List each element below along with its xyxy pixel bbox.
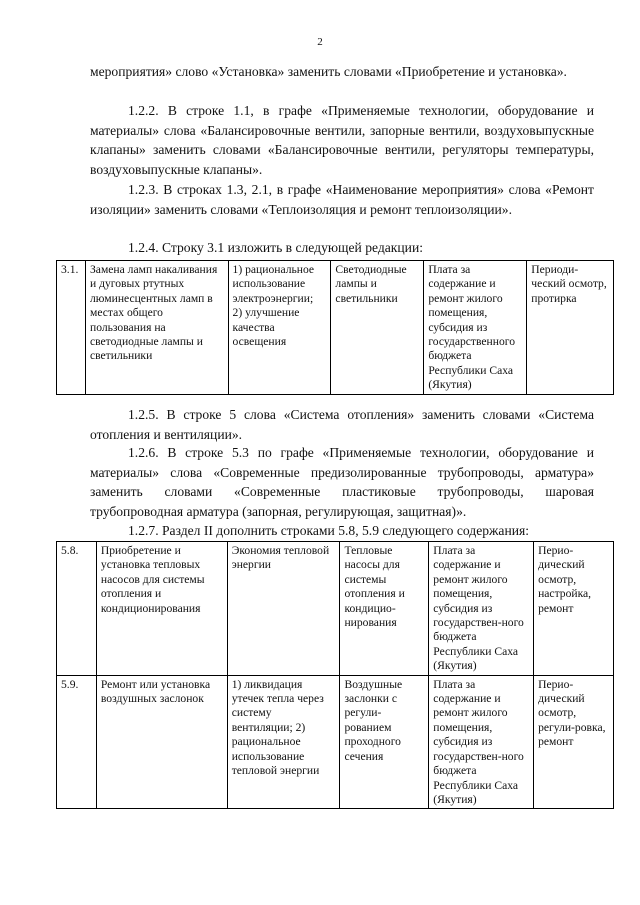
cell-service: Периоди-ческий осмотр, протирка: [527, 261, 614, 395]
cell-measure-name: Приобретение и установка тепловых насосов для системы отопления и кондиционирования: [96, 542, 227, 676]
paragraph-continuation: мероприятия» слово «Установка» заменить словами «Приобретение и установка».: [90, 64, 567, 79]
cell-measure-name: Замена ламп накаливания и дуговых ртутных люминесцентных ламп в местах общего пользования на светодиодные лампы и светильники: [85, 261, 228, 395]
cell-funding-source: Плата за содержание и ремонт жилого помещения, субсидия из государствен-ного бюджета Республики Саха (Якутия): [429, 542, 534, 676]
table-rows-5-8-5-9: [56, 541, 614, 809]
paragraph-1-2-2: 1.2.2. В строке 1.1, в графе «Применяемые технологии, оборудование и материалы» слова «Балансировочные вентили, запорные вентили, воздуховыпускные клапаны» заменить словами «Балансировочные вентили, регуляторы температуры, воздуховыпускные клапаны».: [90, 103, 594, 177]
table-row: [57, 261, 614, 395]
paragraph-1-2-4: 1.2.4. Строку 3.1 изложить в следующей редакции:: [128, 240, 423, 255]
cell-service: Перио-дический осмотр, настройка, ремонт: [534, 542, 614, 676]
paragraph-1-2-6: 1.2.6. В строке 5.3 по графе «Применяемые технологии, оборудование и материалы» слова «Современные предизолированные трубопроводы, арматура» заменить словами «Современные пластиковые трубопроводы, шаровая трубопроводная арматура (запорная, регулирующая, защитная)».: [90, 445, 594, 519]
cell-technology: Воздушные заслонки с регули-рованием проходного сечения: [340, 675, 429, 809]
cell-effect: Экономия тепловой энергии: [227, 542, 340, 676]
cell-technology: Тепловые насосы для системы отопления и кондицио-нирования: [340, 542, 429, 676]
cell-number: 3.1.: [57, 261, 86, 395]
table-row: [57, 675, 614, 809]
cell-number: 5.9.: [57, 675, 97, 809]
cell-service: Перио-дический осмотр, регули-ровка, ремонт: [534, 675, 614, 809]
page-number: 2: [317, 36, 323, 48]
paragraph-1-2-5: 1.2.5. В строке 5 слова «Система отопления» заменить словами «Система отопления и вентиляции».: [90, 407, 594, 442]
paragraph-1-2-3: 1.2.3. В строках 1.3, 2.1, в графе «Наименование мероприятия» слова «Ремонт изоляции» заменить словами «Теплоизоляция и ремонт теплоизоляции».: [90, 182, 594, 217]
cell-effect: 1) ликвидация утечек тепла через систему вентиляции; 2) рациональное использование тепловой энергии: [227, 675, 340, 809]
paragraph-1-2-7: 1.2.7. Раздел II дополнить строками 5.8, 5.9 следующего содержания:: [128, 523, 530, 538]
table-row: [57, 542, 614, 676]
cell-technology: Светодиодные лампы и светильники: [331, 261, 424, 395]
cell-measure-name: Ремонт или установка воздушных заслонок: [96, 675, 227, 809]
cell-number: 5.8.: [57, 542, 97, 676]
cell-funding-source: Плата за содержание и ремонт жилого помещения, субсидия из государственного бюджета Республики Саха (Якутия): [424, 261, 527, 395]
cell-effect: 1) рациональное использование электроэнергии; 2) улучшение качества освещения: [228, 261, 331, 395]
table-row-3-1: [56, 260, 614, 395]
cell-funding-source: Плата за содержание и ремонт жилого помещения, субсидия из государствен-ного бюджета Республики Саха (Якутия): [429, 675, 534, 809]
